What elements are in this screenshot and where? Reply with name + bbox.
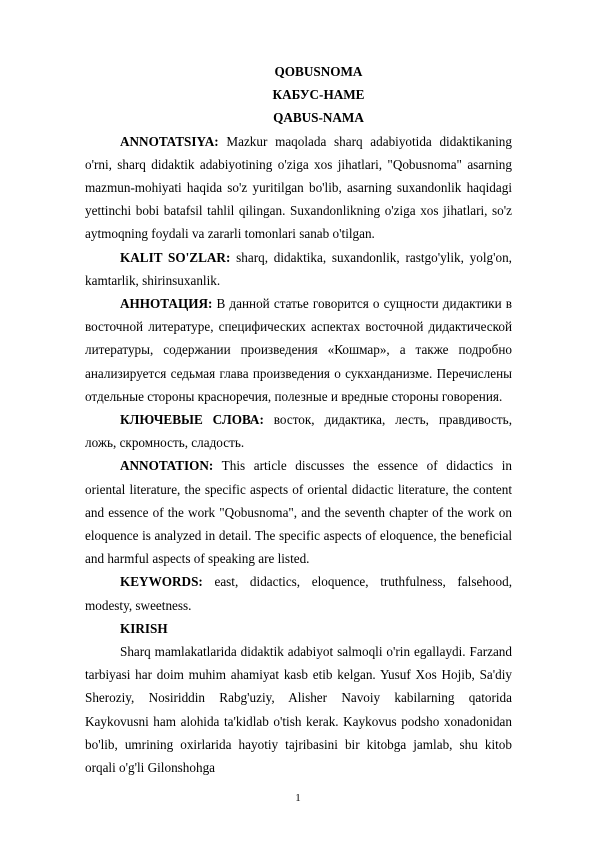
annotation-en-paragraph [85,454,512,570]
title-russian: КАБУС-НАМЕ [272,87,365,103]
page-number: 1 [295,792,301,804]
annotaciya-ru-label: АННОТАЦИЯ: [120,296,213,312]
annotaciya-ru-text: В данной статье говорится о сущности дидактики в восточной литературе, специфических аспектах восточной дидактической литературы, содержании произведения «Кошмар», а также подробно анализируется седьмая глава произведения о сукханданизме. Перечислены отдельные стороны красноречия, полезные и вредные стороны говорения. [85,296,512,404]
annotatsiya-text: Mazkur maqolada sharq adabiyotida didaktikaning o'rni, sharq didaktik adabiyotining o'ziga xos jihatlari, "Qobusnoma" asarning mazmun-mohiyati haqida so'z yuritilgan bo'lib, asarning suxandonlik haqidagi yettinchi bobi batafsil tahlil qilingan. Suxandonlikning o'ziga xos jihatlari, so'z aytmoqning foydali va zararli tomonlari sanab o'tilgan. [85,133,512,242]
kluchevye-slova-paragraph [85,408,512,454]
annotaciya-ru-paragraph [85,292,512,408]
kirish-heading: KIRISH [120,620,168,636]
annotation-en-label: ANNOTATION: [120,458,214,474]
kalit-sozlar-paragraph [85,246,512,292]
annotatsiya-label: ANNOTATSIYA: [120,133,219,149]
keywords-en-text: east, didactics, eloquence, truthfulness, falsehood, modesty, sweetness. [85,574,512,613]
title-latin: QABUS-NAMA [273,110,364,126]
kalit-sozlar-text: sharq, didaktika, suxandonlik, rastgo'ylik, yolg'on, kamtarlik, shirinsuxanlik. [85,249,512,288]
kirish-paragraph: Sharq mamlakatlarida didaktik adabiyot salmoqli o'rin egallaydi. Farzand tarbiyasi har doim muhim ahamiyat kasb etib kelgan. Yusuf Xos Hojib, Sa'diy Sheroziy, Nosiriddin Rabg'uziy, Alisher Navoiy kabilarning qatorida Kaykovusni ham alohida ta'kidlab o'tish kerak. Kaykovus podsho xonadonidan bo'lib, umrining oxirlarida hayotiy tajribasini bir kitobga jamlab, shu kitob orqali o'g'li Gilonshohga [85,644,512,776]
kluchevye-slova-text: восток, дидактика, лесть, правдивость, ложь, скромность, сладость. [85,412,512,451]
keywords-en-label: KEYWORDS: [120,574,203,590]
page-content [85,60,512,779]
annotatsiya-paragraph [85,130,512,246]
kluchevye-slova-label: КЛЮЧЕВЫЕ СЛОВА: [120,412,264,428]
title-uzbek: QOBUSNOMA [274,64,363,79]
keywords-en-paragraph [85,570,512,616]
annotation-en-text: This article discusses the essence of didactics in oriental literature, the specific aspects of oriental didactic literature, the content and essence of the work "Qobusnoma", and the seventh chapter of the work on eloquence is analyzed in detail. The specific aspects of eloquence, the beneficial and harmful aspects of speaking are listed. [85,458,512,567]
kalit-sozlar-label: KALIT SO'ZLAR: [120,249,231,265]
